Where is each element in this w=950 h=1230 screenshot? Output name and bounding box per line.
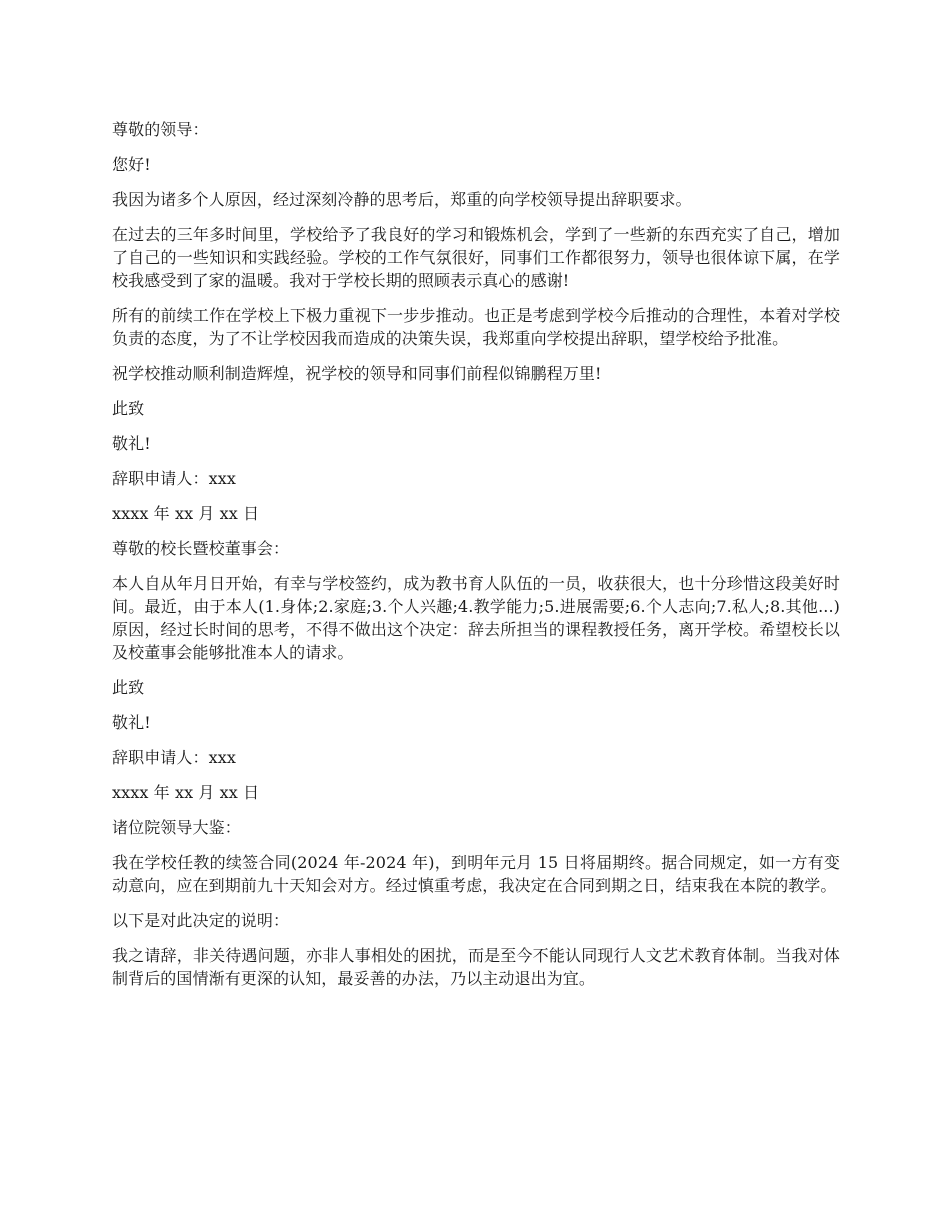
date-line: xxxx 年 xx 月 xx 日 — [112, 504, 260, 523]
closing-line: 敬礼! — [112, 434, 151, 453]
salutation: 诸位院领导大鉴： — [112, 818, 241, 837]
closing-line: 此致 — [112, 399, 145, 418]
paragraph: 所有的前续工作在学校上下极力重视下一步步推动。也正是考虑到学校今后推动的合理性，本着对学校负责的态度，为了不让学校因我而造成的决策失误，我郑重向学校提出辞职，望学校给予批准。 — [112, 306, 840, 348]
paragraph: 我因为诸多个人原因，经过深刻冷静的思考后，郑重的向学校领导提出辞职要求。 — [112, 190, 692, 209]
salutation: 尊敬的领导： — [112, 120, 209, 139]
paragraph: 我之请辞，非关待遇问题，亦非人事相处的困扰，而是至今不能认同现行人文艺术教育体制。当我对体制背后的国情渐有更深的认知，最妥善的办法，乃以主动退出为宜。 — [112, 946, 840, 988]
signature-line: 辞职申请人：xxx — [112, 748, 236, 767]
paragraph: 本人自从年月日开始，有幸与学校签约，成为教书育人队伍的一员，收获很大，也十分珍惜这段美好时间。最近，由于本人(1.身体;2.家庭;3.个人兴趣;4.教学能力;5.进展需要;6.个人志向;7.私人;8.其他...)原因，经过长时间的思考，不得不做出这个决定：辞去所担当的课程教授任务，离开学校。希望校长以及校董事会能够批准本人的请求。 — [112, 574, 840, 662]
paragraph: 祝学校推动顺利制造辉煌，祝学校的领导和同事们前程似锦鹏程万里! — [112, 364, 602, 383]
paragraph: 在过去的三年多时间里，学校给予了我良好的学习和锻炼机会，学到了一些新的东西充实了自己，增加了自己的一些知识和实践经验。学校的工作气氛很好，同事们工作都很努力，领导也很体谅下属，在学校我感受到了家的温暖。我对于学校长期的照顾表示真心的感谢! — [112, 225, 840, 290]
signature-line: 辞职申请人：xxx — [112, 469, 236, 488]
date-line: xxxx 年 xx 月 xx 日 — [112, 783, 260, 802]
salutation: 尊敬的校长暨校董事会： — [112, 539, 290, 558]
closing-line: 敬礼! — [112, 713, 151, 732]
paragraph: 我在学校任教的续签合同(2024 年-2024 年)，到明年元月 15 日将届期终。据合同规定，如一方有变动意向，应在到期前九十天知会对方。经过慎重考虑，我决定在合同到期之日，结束我在本院的教学。 — [112, 853, 840, 895]
document-body — [112, 118, 840, 1002]
greeting: 您好! — [112, 155, 151, 174]
paragraph: 以下是对此决定的说明： — [112, 911, 290, 930]
closing-line: 此致 — [112, 678, 145, 697]
